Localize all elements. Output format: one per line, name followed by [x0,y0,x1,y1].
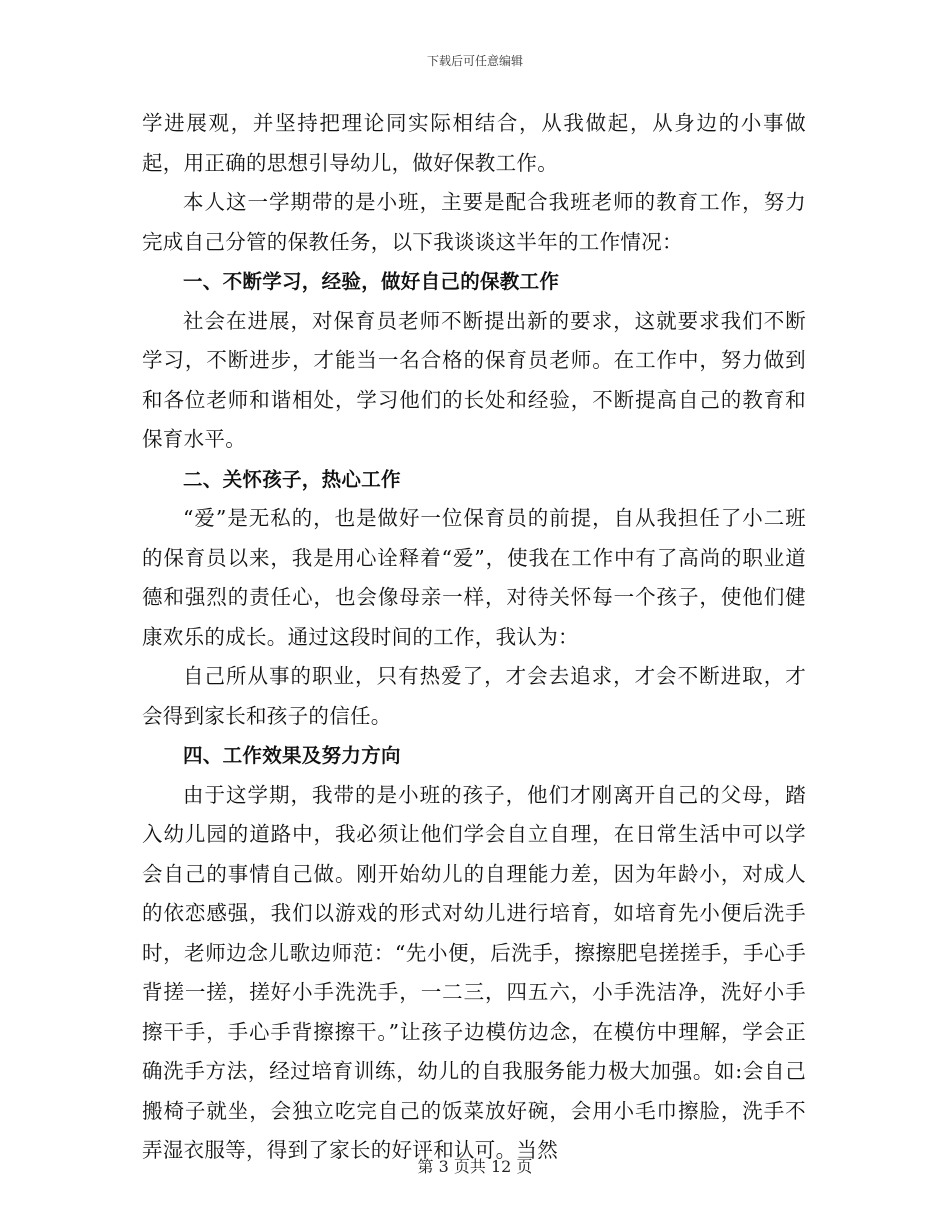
page-footer: 第 3 页共 12 页 [417,1157,533,1176]
paragraph-2: 本人这一学期带的是小班，主要是配合我班老师的教育工作，努力完成自己分管的保教任务，以下我谈谈这半年的工作情况： [142,190,806,254]
paragraph-3: 社会在进展，对保育员老师不断提出新的要求，这就要求我们不断学习，不断进步，才能当一名合格的保育员老师。在工作中，努力做到和各位老师和谐相处，学习他们的长处和经验，不断提高自己的教育和保育水平。 [142,308,806,451]
paragraph-1: 学进展观，并坚持把理论同实际相结合，从我做起，从身边的小事做起，用正确的思想引导幼儿，做好保教工作。 [142,111,806,175]
page-header: 下载后可任意编辑 [426,54,523,68]
section-heading-4: 四、工作效果及努力方向 [183,744,401,767]
document-body [142,104,806,1171]
paragraph-5: 自己所从事的职业，只有热爱了，才会去追求，才会不断进取，才会得到家长和孩子的信任。 [142,664,806,728]
paragraph-4: “爱”是无私的，也是做好一位保育员的前提，自从我担任了小二班的保育员以来，我是用心诠释着“爱”，使我在工作中有了高尚的职业道德和强烈的责任心，也会像母亲一样，对待关怀每一个孩子，使他们健康欢乐的成长。通过这段时间的工作，我认为： [142,506,806,649]
section-heading-1: 一、不断学习，经验，做好自己的保教工作 [183,270,560,293]
section-heading-2: 二、关怀孩子，热心工作 [183,467,401,491]
paragraph-6: 由于这学期，我带的是小班的孩子，他们才刚离开自己的父母，踏入幼儿园的道路中，我必须让他们学会自立自理，在日常生活中可以学会自己的事情自己做。刚开始幼儿的自理能力差，因为年龄小，对成人的依恋感强，我们以游戏的形式对幼儿进行培育，如培育先小便后洗手时，老师边念儿歌边师范：“先小便，后洗手，擦擦肥皂搓搓手，手心手背搓一搓，搓好小手洗洗手，一二三，四五六，小手洗洁净，洗好小手擦干手，手心手背擦擦干。”让孩子边模仿边念，在模仿中理解，学会正确洗手方法，经过培育训练，幼儿的自我服务能力极大加强。如:会自己搬椅子就坐，会独立吃完自己的饭菜放好碗，会用小毛巾擦脸，洗手不弄湿衣服等，得到了家长的好评和认可。当然 [142,782,806,1162]
